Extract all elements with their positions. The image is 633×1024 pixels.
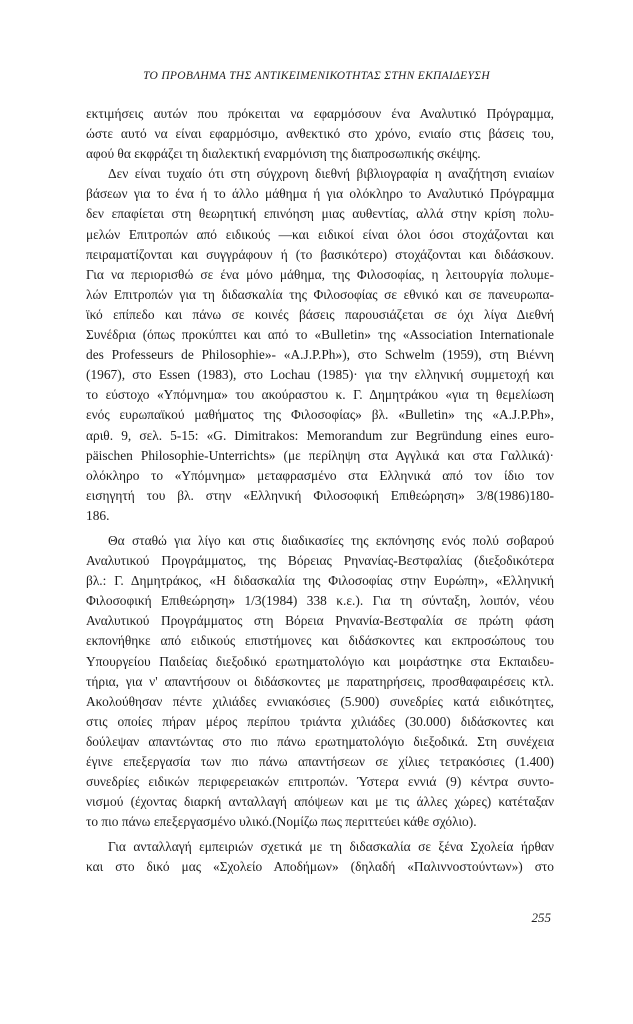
text-line: νισμού (έχοντας διαρκή ανταλλαγή απόψεων και με τις άλλες χώρες) κατέταξαν [86, 794, 554, 810]
text-line: (1967), στο Essen (1983), στο Lochau (1985)· για την ελληνική συμμετοχή και [86, 367, 554, 383]
text-line: εκπονήθηκε από ειδικούς επιστήμονες και διδάσκοντες και εκπροσώπους του [86, 633, 554, 649]
text-line: Για ανταλλαγή εμπειριών σχετικά με τη διδασκαλία σε ξένα Σχολεία ήρθαν [108, 839, 554, 855]
text-line: αριθ. 9, σελ. 5-15: «G. Dimitrakos: Memorandum zur Begründung eines euro- [86, 427, 554, 443]
text-line: Αναλυτικού Προγράμματος στη Βόρεια Ρηνανία-Βεστφαλία σε πρώτη φάση [86, 613, 554, 629]
running-head: ΤΟ ΠΡΟΒΛΗΜΑ ΤΗΣ ΑΝΤΙΚΕΙΜΕΝΙΚΟΤΗΤΑΣ ΣΤΗΝ ΕΚΠΑΙΔΕΥΣΗ [143, 70, 490, 82]
text-line: Ακολούθησαν πέντε χιλιάδες εννιακόσιες (5.900) συνεδρίες κατά ειδικότητες, [86, 693, 554, 709]
text-line: εκτιμήσεις αυτών που πρόκειται να εφαρμόσουν ένα Αναλυτικό Πρόγραμμα, [86, 106, 554, 121]
text-line: τήρια, για ν' απαντήσουν οι διδάσκοντες με παρατηρήσεις, προσθαφαιρέσεις κτλ. [86, 673, 554, 689]
text-line: το πιο πάνω επεξεργασμένο υλικό.(Νομίζω πως περιττεύει κάθε σχόλιο). [86, 814, 477, 830]
text-line: Συνέδρια (όπως προκύπτει και από το «Bulletin» της «Association Internationale [86, 327, 554, 343]
text-line: Θα σταθώ για λίγο και στις διαδικασίες της εκπόνησης ενός πολύ σοβαρού [108, 532, 554, 548]
text-line: έγινε επεξεργασία των πιο πάνω απαντήσεων σε χίλιες τετρακόσιες (1.400) [86, 754, 554, 769]
text-line: το εύστοχο «Υπόμνημα» του ακούραστου κ. Γ. Δημητράκου «για τη θεμελίωση [86, 387, 554, 403]
text-line: δούλεψαν απαντώντας στο πιο πάνω ερωτηματολόγιο διεξοδικά. Στη συνέχεια [86, 733, 554, 749]
text-line: Υπουργείου Παιδείας διεξοδικό ερωτηματολόγιο και μοιράστηκε στα Εκπαιδευ- [86, 653, 554, 669]
text-line: βλ.: Γ. Δημητράκος, «Η διδασκαλία της Φιλοσοφίας στην Ευρώπη», «Ελληνική [86, 573, 554, 589]
page-number: 255 [531, 910, 551, 925]
text-line: Αναλυτικού Προγράμματος, της Βόρειας Ρηνανίας-Βεστφαλίας (διεξοδικότερα [86, 553, 554, 569]
text-line: πειραματίζονται και συγγράφουν ή (το βασικότερο) στοχάζονται και διδάσκουν. [86, 246, 554, 262]
text-line: des Professeurs de Philosophie»- «A.J.P.Ph»), στο Schwelm (1959), στη Βιέννη [86, 347, 554, 363]
text-line: μελών Επιτροπών από ειδικούς —και ειδικοί είναι όλοι όσοι στοχάζονται και [86, 226, 554, 242]
text-line: λών Επιτροπών για τη διδασκαλία της Φιλοσοφίας σε εθνικό και σε πανευρωπα- [86, 286, 554, 302]
text-line: στις οποίες πήραν μέρος περίπου τριάντα χιλιάδες (30.000) διδάσκοντες και [86, 713, 554, 729]
text-line: βάσεων για το ένα ή το άλλο μάθημα ή για ολόκληρο το Αναλυτικό Πρόγραμμα [86, 186, 554, 202]
text-line: Δεν είναι τυχαίο ότι στη σύγχρονη διεθνή βιβλιογραφία η αναζήτηση ενιαίων [108, 166, 554, 182]
text-line: και στο δικό μας «Σχολείο Αποδήμων» (δηλαδή «Παλιννοστούντων») στο [86, 859, 554, 875]
text-line: δεν επαφίεται στη θεωρητική επινόηση μιας αυθεντίας, αλλά στην κρίση πολυ- [86, 206, 554, 222]
text-line: ϊκό επίπεδο και πάνω σε κοινές βάσεις παρουσιάζεται σε όχι λίγα Διεθνή [86, 306, 554, 322]
text-line: ώστε αυτό να είναι εφαρμόσιμο, ανθεκτικό στο χρόνο, ενιαίο στις βάσεις του, [86, 126, 554, 142]
text-line: päischen Philosophie-Unterrichts» (με περίληψη στα Αγγλικά και στα Γαλλικά)· [86, 447, 554, 463]
text-line: ενός ευρωπαϊκού μαθήματος της Φιλοσοφίας» βλ. «Bulletin» της «A.J.P.Ph», [86, 407, 554, 423]
text-line: συνεδρίες ειδικών περιφερειακών επιτροπών. Ύστερα εννιά (9) κέντρα συντο- [86, 774, 554, 790]
text-line: αφού θα εκφράζει τη διαλεκτική εναρμόνιση της διαπροσωπικής σκέψης. [86, 146, 481, 162]
text-line: εισηγητή του βλ. στην «Ελληνική Φιλοσοφική Επιθεώρηση» 3/8(1986)180- [86, 487, 554, 503]
text-line: ολόκληρο το «Υπόμνημα» μεταφρασμένο στα Ελληνικά από τον ίδιο τον [86, 467, 554, 483]
text-line: Φιλοσοφική Επιθεώρηση» 1/3(1984) 338 κ.ε.). Για τη σύνταξη, λοιπόν, νέου [86, 593, 554, 609]
body-text [86, 104, 554, 878]
text-line: 186. [86, 507, 110, 523]
text-line: Για να περιορισθώ σε ένα μόνο μάθημα, της Φιλοσοφίας, η λειτουργία πολυμε- [86, 266, 554, 282]
